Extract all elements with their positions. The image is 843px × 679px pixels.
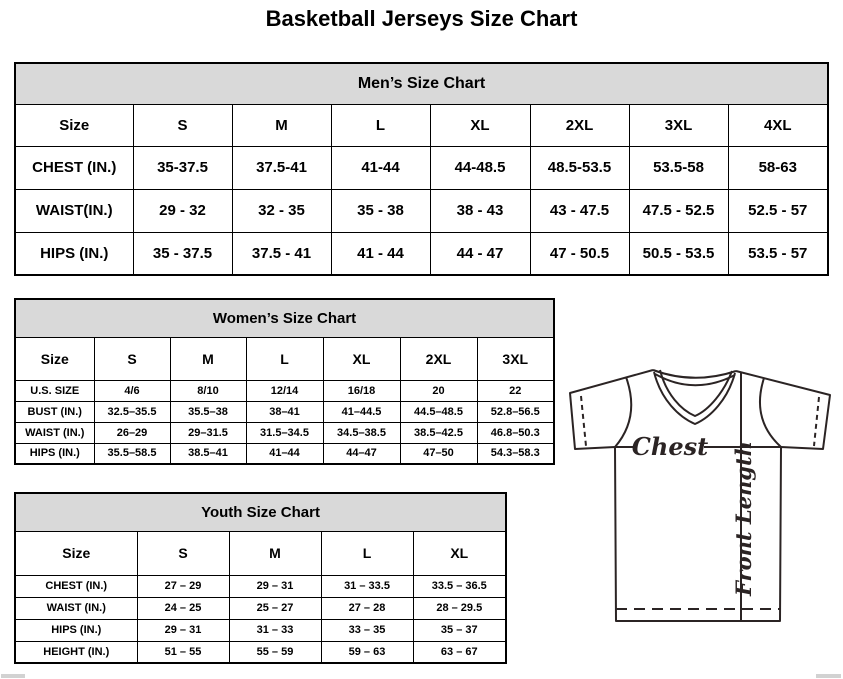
- women-chart-header: Women’s Size Chart: [15, 299, 554, 337]
- women-size-value-cell: 22: [477, 380, 554, 401]
- men-size-value-cell: 35 - 37.5: [133, 232, 232, 275]
- youth-size-chart-table: [14, 492, 507, 664]
- men-size-column-header: 3XL: [629, 104, 728, 146]
- youth-size-value-cell: 28 – 29.5: [413, 597, 506, 619]
- men-size-column-header: L: [331, 104, 430, 146]
- youth-size-value-cell: 33 – 35: [321, 619, 413, 641]
- women-size-value-cell: 41–44: [246, 443, 323, 464]
- youth-size-value-cell: 29 – 31: [229, 575, 321, 597]
- youth-size-value-cell: 55 – 59: [229, 641, 321, 663]
- jersey-left-sleeve-seam: [615, 377, 631, 447]
- women-size-value-cell: 8/10: [170, 380, 246, 401]
- chest-measure-label: Chest: [631, 432, 709, 461]
- womens-size-chart-table: [14, 298, 555, 465]
- men-size-value-cell: 47 - 50.5: [530, 232, 629, 275]
- women-size-value-cell: 29–31.5: [170, 422, 246, 443]
- youth-size-value-cell: 35 – 37: [413, 619, 506, 641]
- women-size-column-header: M: [170, 337, 246, 380]
- men-size-value-cell: 58-63: [728, 146, 828, 189]
- men-size-value-cell: 41-44: [331, 146, 430, 189]
- front-length-measure-label: Front Length: [731, 441, 756, 596]
- women-size-value-cell: 38.5–41: [170, 443, 246, 464]
- mens-size-chart-table: [14, 62, 829, 276]
- women-size-value-cell: 20: [400, 380, 477, 401]
- women-size-value-cell: 4/6: [94, 380, 170, 401]
- women-size-value-cell: 38–41: [246, 401, 323, 422]
- youth-size-value-cell: 33.5 – 36.5: [413, 575, 506, 597]
- youth-size-value-cell: 27 – 28: [321, 597, 413, 619]
- jersey-outline: [570, 370, 830, 621]
- women-size-column-header: XL: [323, 337, 400, 380]
- women-size-value-cell: 31.5–34.5: [246, 422, 323, 443]
- men-size-column-header: 4XL: [728, 104, 828, 146]
- men-size-value-cell: 50.5 - 53.5: [629, 232, 728, 275]
- jersey-collar-arc-outer: [653, 370, 736, 378]
- youth-size-value-cell: 31 – 33: [229, 619, 321, 641]
- men-size-value-cell: 48.5-53.5: [530, 146, 629, 189]
- youth-size-value-cell: 25 – 27: [229, 597, 321, 619]
- youth-size-column-header: XL: [413, 531, 506, 575]
- women-size-value-cell: 44.5–48.5: [400, 401, 477, 422]
- youth-size-value-cell: 31 – 33.5: [321, 575, 413, 597]
- men-row-label: HIPS (IN.): [15, 232, 133, 275]
- men-size-value-cell: 53.5 - 57: [728, 232, 828, 275]
- women-size-label: Size: [15, 337, 94, 380]
- men-chart-header: Men’s Size Chart: [15, 63, 828, 104]
- women-size-value-cell: 38.5–42.5: [400, 422, 477, 443]
- women-row-label: BUST (IN.): [15, 401, 94, 422]
- youth-size-column-header: L: [321, 531, 413, 575]
- youth-size-value-cell: 24 – 25: [137, 597, 229, 619]
- men-size-value-cell: 47.5 - 52.5: [629, 189, 728, 232]
- women-size-column-header: 3XL: [477, 337, 554, 380]
- women-size-value-cell: 32.5–35.5: [94, 401, 170, 422]
- youth-size-value-cell: 27 – 29: [137, 575, 229, 597]
- men-size-value-cell: 43 - 47.5: [530, 189, 629, 232]
- scrollbar-fragment-left: [1, 674, 25, 678]
- women-row-label: U.S. SIZE: [15, 380, 94, 401]
- women-size-value-cell: 44–47: [323, 443, 400, 464]
- women-size-column-header: S: [94, 337, 170, 380]
- youth-row-label: HIPS (IN.): [15, 619, 137, 641]
- men-size-column-header: S: [133, 104, 232, 146]
- men-size-value-cell: 35-37.5: [133, 146, 232, 189]
- youth-size-column-header: S: [137, 531, 229, 575]
- women-size-value-cell: 26–29: [94, 422, 170, 443]
- youth-size-column-header: M: [229, 531, 321, 575]
- women-size-value-cell: 47–50: [400, 443, 477, 464]
- women-size-value-cell: 46.8–50.3: [477, 422, 554, 443]
- men-size-column-header: XL: [430, 104, 530, 146]
- women-size-value-cell: 35.5–38: [170, 401, 246, 422]
- women-size-value-cell: 41–44.5: [323, 401, 400, 422]
- women-row-label: WAIST (IN.): [15, 422, 94, 443]
- men-row-label: WAIST(IN.): [15, 189, 133, 232]
- jersey-right-sleeve-seam: [760, 378, 781, 447]
- men-row-label: CHEST (IN.): [15, 146, 133, 189]
- youth-size-value-cell: 51 – 55: [137, 641, 229, 663]
- men-size-value-cell: 37.5 - 41: [232, 232, 331, 275]
- women-size-value-cell: 34.5–38.5: [323, 422, 400, 443]
- scrollbar-fragment-right: [816, 674, 841, 678]
- jersey-measurement-diagram: [558, 360, 843, 630]
- jersey-right-cuff-dashed-line: [814, 397, 819, 446]
- men-size-value-cell: 44 - 47: [430, 232, 530, 275]
- men-size-value-cell: 52.5 - 57: [728, 189, 828, 232]
- women-size-value-cell: 12/14: [246, 380, 323, 401]
- youth-size-value-cell: 59 – 63: [321, 641, 413, 663]
- men-size-label: Size: [15, 104, 133, 146]
- men-size-value-cell: 53.5-58: [629, 146, 728, 189]
- women-size-value-cell: 16/18: [323, 380, 400, 401]
- women-size-column-header: L: [246, 337, 323, 380]
- youth-row-label: CHEST (IN.): [15, 575, 137, 597]
- men-size-value-cell: 37.5-41: [232, 146, 331, 189]
- jersey-collar-arc-inner: [655, 374, 735, 385]
- men-size-column-header: M: [232, 104, 331, 146]
- women-size-column-header: 2XL: [400, 337, 477, 380]
- youth-size-label: Size: [15, 531, 137, 575]
- youth-chart-header: Youth Size Chart: [15, 493, 506, 531]
- women-size-value-cell: 54.3–58.3: [477, 443, 554, 464]
- men-size-value-cell: 38 - 43: [430, 189, 530, 232]
- men-size-column-header: 2XL: [530, 104, 629, 146]
- women-size-value-cell: 35.5–58.5: [94, 443, 170, 464]
- youth-row-label: HEIGHT (IN.): [15, 641, 137, 663]
- men-size-value-cell: 35 - 38: [331, 189, 430, 232]
- youth-size-value-cell: 63 – 67: [413, 641, 506, 663]
- page-title: Basketball Jerseys Size Chart: [265, 6, 578, 31]
- men-size-value-cell: 44-48.5: [430, 146, 530, 189]
- youth-row-label: WAIST (IN.): [15, 597, 137, 619]
- men-size-value-cell: 29 - 32: [133, 189, 232, 232]
- youth-size-value-cell: 29 – 31: [137, 619, 229, 641]
- men-size-value-cell: 32 - 35: [232, 189, 331, 232]
- jersey-left-cuff-dashed-line: [581, 396, 586, 446]
- men-size-value-cell: 41 - 44: [331, 232, 430, 275]
- women-size-value-cell: 52.8–56.5: [477, 401, 554, 422]
- women-row-label: HIPS (IN.): [15, 443, 94, 464]
